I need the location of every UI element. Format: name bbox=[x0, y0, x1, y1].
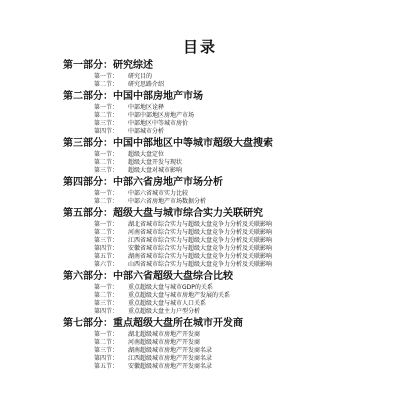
section-number: 第四节： bbox=[94, 128, 119, 135]
toc-part-heading bbox=[0, 269, 400, 284]
section-number: 第二节： bbox=[94, 229, 119, 236]
toc-section-entry bbox=[0, 245, 400, 253]
section-number: 第二节： bbox=[94, 81, 119, 88]
section-title: 安徽省城市综合实力与超级大盘竞争力分析及关联影响 bbox=[128, 245, 273, 252]
section-number: 第三节： bbox=[94, 237, 119, 244]
section-title: 中部六省房地产市场数据分析 bbox=[128, 198, 207, 205]
toc-section-entry bbox=[0, 198, 400, 206]
section-title: 中部地区中等城市房价 bbox=[128, 120, 189, 127]
toc-section-entry bbox=[0, 339, 400, 347]
toc-part-heading bbox=[0, 316, 400, 331]
section-number: 第一节： bbox=[94, 104, 119, 111]
section-number: 第二节： bbox=[94, 112, 119, 119]
part-label: 第三部分： bbox=[63, 138, 113, 149]
part-title: 中国中部房地产市场 bbox=[113, 91, 203, 102]
toc-section-entry bbox=[0, 347, 400, 355]
section-number: 第一节： bbox=[94, 284, 119, 291]
toc-section-entry bbox=[0, 237, 400, 245]
section-number: 第二节： bbox=[94, 292, 119, 299]
section-number: 第二节： bbox=[94, 339, 119, 346]
part-title: 中国中部地区中等城市超级大盘搜索 bbox=[113, 138, 273, 149]
toc-section-entry bbox=[0, 221, 400, 229]
toc-section-entry bbox=[0, 253, 400, 261]
part-label: 第二部分： bbox=[63, 91, 113, 102]
toc-section-entry bbox=[0, 300, 400, 308]
part-title: 超级大盘与城市综合实力关联研究 bbox=[113, 208, 263, 219]
toc-section-entry bbox=[0, 151, 400, 159]
toc-section-entry bbox=[0, 331, 400, 339]
part-title: 研究综述 bbox=[113, 60, 153, 71]
toc-section-entry bbox=[0, 128, 400, 136]
toc-section-entry bbox=[0, 229, 400, 237]
toc-section-entry bbox=[0, 81, 400, 89]
section-title: 江西超级城市房地产开发商名录 bbox=[128, 355, 213, 362]
toc-section-entry bbox=[0, 284, 400, 292]
section-number: 第二节： bbox=[94, 198, 119, 205]
section-title: 重点超级大盘与城市人口关系 bbox=[128, 300, 207, 307]
section-number: 第一节： bbox=[94, 73, 119, 80]
section-number: 第三节： bbox=[94, 347, 119, 354]
section-number: 第四节： bbox=[94, 355, 119, 362]
section-title: 河南超级城市房地产开发商 bbox=[128, 339, 201, 346]
page-title: 目录 bbox=[182, 38, 217, 56]
section-number: 第一节： bbox=[94, 190, 119, 197]
part-title: 中部六省超级大盘综合比较 bbox=[113, 271, 233, 282]
section-title: 中部地区诠释 bbox=[128, 104, 165, 111]
section-title: 中部中部地区房地产市场 bbox=[128, 112, 195, 119]
toc-part-heading bbox=[0, 89, 400, 104]
section-title: 重点超级大盘与城市房地产发展的关系 bbox=[128, 292, 231, 299]
toc-section-entry bbox=[0, 308, 400, 316]
section-number: 第三节： bbox=[94, 120, 119, 127]
section-number: 第三节： bbox=[94, 300, 119, 307]
section-title: 超级大盘对城市影响 bbox=[128, 167, 183, 174]
section-number: 第一节： bbox=[94, 151, 119, 158]
section-title: 安徽超级城市房地产开发商名录 bbox=[128, 363, 213, 370]
toc-section-entry bbox=[0, 120, 400, 128]
section-title: 超级大盘开发与现状 bbox=[128, 159, 183, 166]
section-number: 第二节： bbox=[94, 159, 119, 166]
section-number: 第一节： bbox=[94, 221, 119, 228]
section-title: 重点超级大盘主力户型分析 bbox=[128, 308, 201, 315]
toc-part-heading bbox=[0, 58, 400, 73]
toc-part-heading bbox=[0, 136, 400, 151]
toc-section-entry bbox=[0, 167, 400, 175]
toc-section-entry bbox=[0, 104, 400, 112]
table-of-contents bbox=[0, 58, 400, 371]
toc-section-entry bbox=[0, 363, 400, 371]
toc-section-entry bbox=[0, 112, 400, 120]
toc-section-entry bbox=[0, 159, 400, 167]
section-title: 中部六省城市实力比较 bbox=[128, 190, 189, 197]
toc-part-heading bbox=[0, 175, 400, 190]
section-title: 重点超级大盘与城市GDP的关系 bbox=[128, 284, 213, 291]
section-title: 研究思路介绍 bbox=[128, 81, 165, 88]
toc-part-heading bbox=[0, 206, 400, 221]
toc-section-entry bbox=[0, 355, 400, 363]
toc-section-entry bbox=[0, 190, 400, 198]
section-number: 第四节： bbox=[94, 308, 119, 315]
section-number: 第六节： bbox=[94, 261, 119, 268]
part-title: 重点超级大盘所在城市开发商 bbox=[113, 318, 243, 329]
section-number: 第五节： bbox=[94, 363, 119, 370]
section-title: 中部城市分析 bbox=[128, 128, 165, 135]
section-title: 湖南超级城市房地产开发商名录 bbox=[128, 347, 213, 354]
section-number: 第一节： bbox=[94, 331, 119, 338]
section-title: 超级大盘定位 bbox=[128, 151, 165, 158]
section-number: 第五节： bbox=[94, 253, 119, 260]
part-label: 第五部分： bbox=[63, 208, 113, 219]
toc-section-entry bbox=[0, 292, 400, 300]
section-title: 湖北省城市综合实力与超级大盘竞争力分析及关联影响 bbox=[128, 221, 273, 228]
part-title: 中部六省房地产市场分析 bbox=[113, 177, 223, 188]
part-label: 第四部分： bbox=[63, 177, 113, 188]
part-label: 第一部分： bbox=[63, 60, 113, 71]
part-label: 第七部分： bbox=[63, 318, 113, 329]
section-title: 研究目的 bbox=[128, 73, 153, 80]
section-number: 第四节： bbox=[94, 245, 119, 252]
section-title: 河南省城市综合实力与超级大盘竞争力分析及关联影响 bbox=[128, 229, 273, 236]
section-title: 湖北超级城市房地产开发商 bbox=[128, 331, 201, 338]
toc-section-entry bbox=[0, 261, 400, 269]
toc-section-entry bbox=[0, 73, 400, 81]
section-title: 山西省城市综合实力与超级大盘竞争力分析及关联影响 bbox=[128, 261, 273, 268]
part-label: 第六部分： bbox=[63, 271, 113, 282]
section-number: 第三节： bbox=[94, 167, 119, 174]
section-title: 江西省城市综合实力与超级大盘竞争力分析及关联影响 bbox=[128, 237, 273, 244]
section-title: 湖南省城市综合实力与超级大盘竞争力分析及关联影响 bbox=[128, 253, 273, 260]
